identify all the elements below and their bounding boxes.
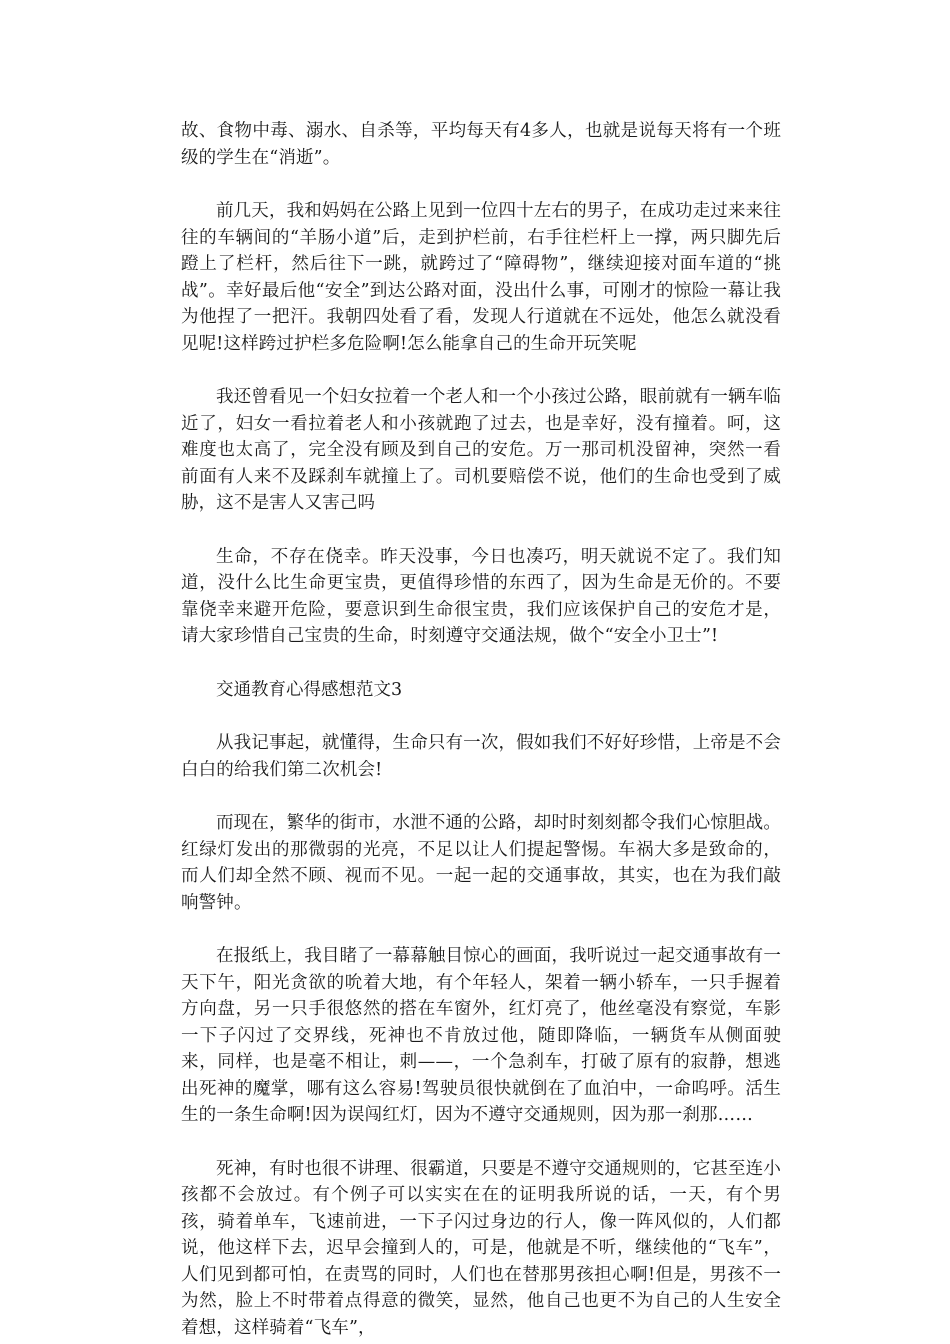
section-heading: 交通教育心得感想范文3 [216, 679, 403, 700]
paragraph-newspaper: 在报纸上，我目睹了一幕幕触目惊心的画面，我听说过一起交通事故有一天下午，阳光贪欲的吮着大地，有个年轻人，架着一辆小轿车，一只手握着方向盘，另一只手很悠然的搭在车窗外，红灯亮了，他丝毫没有察觉，车影一下子闪过了交界线，死神也不肯放过他，随即降临，一辆货车从侧面驶来，同样，也是毫不相让，刺——，一个急刹车，打破了原有的寂静，想逃出死神的魔掌，哪有这么容易!驾驶员很快就倒在了血泊中，一命呜呼。活生生的一条生命啊!因为误闯红灯，因为不遵守交通规则，因为那一刹那…… [181, 946, 781, 1125]
paragraph-guardrail: 前几天，我和妈妈在公路上见到一位四十左右的男子，在成功走过来来往往的车辆间的“羊肠小道”后，走到护栏前，右手往栏杆上一撑，两只脚先后蹬上了栏杆，然后往下一跳，就跨过了“障碍物”，继续迎接对面车道的“挑战”。幸好最后他“安全”到达公路对面，没出什么事，可刚才的惊险一幕让我为他捏了一把汗。我朝四处看了看，发现人行道就在不远处，他怎么就没看见呢!这样跨过护栏多危险啊!怎么能拿自己的生命开玩笑呢 [181, 201, 781, 354]
paragraph-woman-crossing: 我还曾看见一个妇女拉着一个老人和一个小孩过公路，眼前就有一辆车临近了，妇女一看拉着老人和小孩就跑了过去，也是幸好，没有撞着。呵，这难度也太高了，完全没有顾及到自己的安危。万一那司机没留神，突然一看前面有人来不及踩刹车就撞上了。司机要赔偿不说，他们的生命也受到了威胁，这不是害人又害己吗 [181, 387, 781, 513]
paragraph-no-luck: 生命，不存在侥幸。昨天没事，今日也凑巧，明天就说不定了。我们知道，没什么比生命更宝贵，更值得珍惜的东西了，因为生命是无价的。不要靠侥幸来避开危险，要意识到生命很宝贵，我们应该保护自己的安危才是，请大家珍惜自己宝贵的生命，时刻遵守交通法规，做个“安全小卫士”! [181, 546, 781, 646]
document-page [181, 118, 781, 1341]
paragraph-life-once: 从我记事起，就懂得，生命只有一次，假如我们不好好珍惜，上帝是不会白白的给我们第二次机会! [181, 733, 781, 780]
paragraph-continued: 故、食物中毒、溺水、自杀等，平均每天有4多人，也就是说每天将有一个班级的学生在“消逝”。 [181, 121, 781, 168]
paragraph-bicycle-boy: 死神，有时也很不讲理、很霸道，只要是不遵守交通规则的，它甚至连小孩都不会放过。有个例子可以实实在在的证明我所说的话，一天，有个男孩，骑着单车，飞速前进，一下子闪过身边的行人，像一阵风似的，人们都说，他这样下去，迟早会撞到人的，可是，他就是不听，继续他的“飞车”，人们见到都可怕，在责骂的同时，人们也在替那男孩担心啊!但是，男孩不一为然，脸上不时带着点得意的微笑，显然，他自己也更不为自己的人生安全着想，这样骑着“飞车”， [181, 1158, 781, 1338]
paragraph-busy-streets: 而现在，繁华的街市，水泄不通的公路，却时时刻刻都令我们心惊胆战。红绿灯发出的那微弱的光亮，不足以让人们提起警惕。车祸大多是致命的，而人们却全然不顾、视而不见。一起一起的交通事故，其实，也在为我们敲响警钟。 [181, 813, 781, 913]
